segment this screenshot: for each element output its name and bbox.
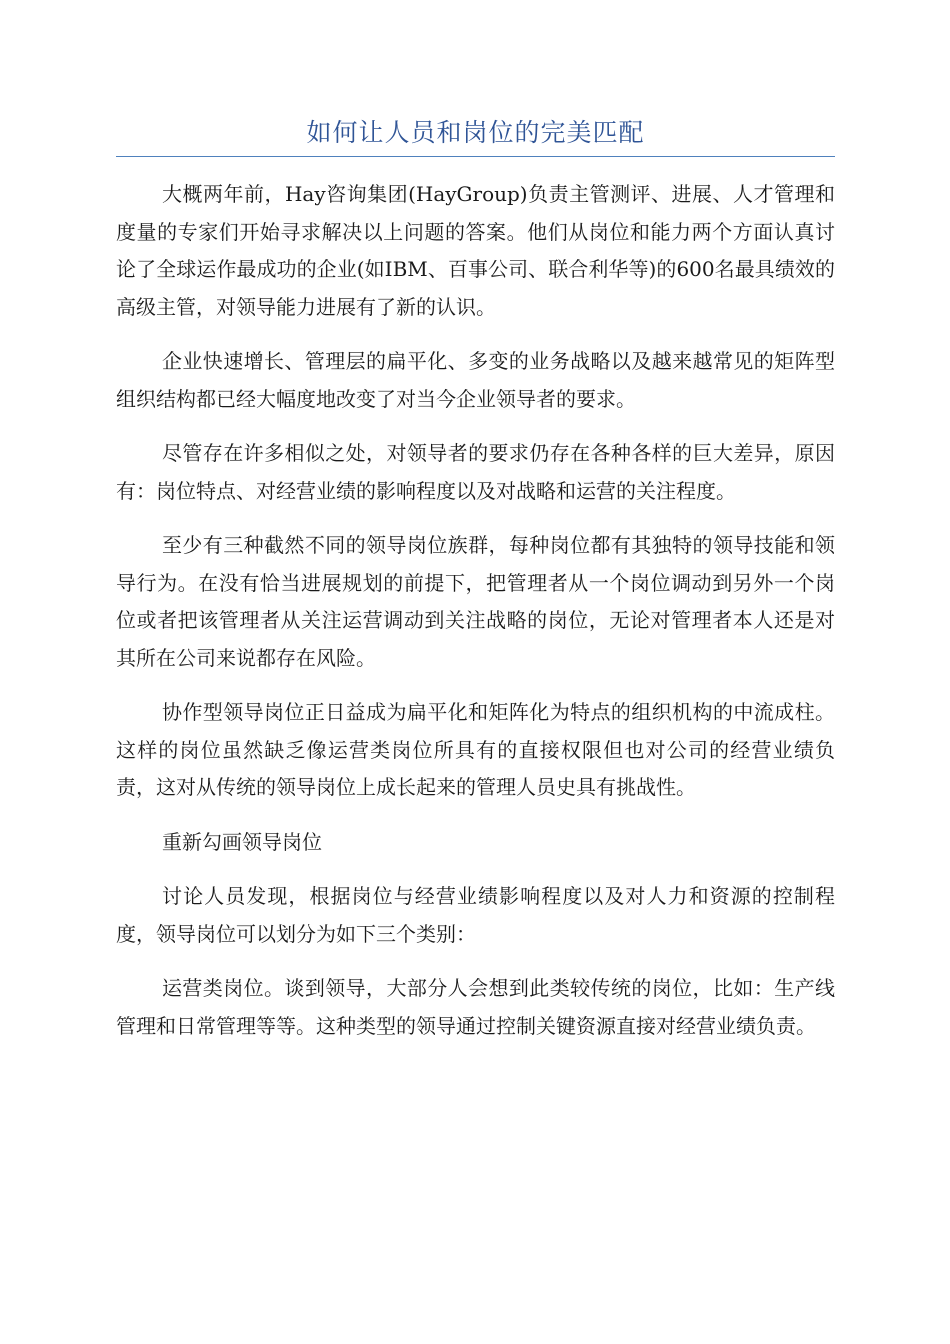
paragraph-4: 至少有三种截然不同的领导岗位族群，每种岗位都有其独特的领导技能和领导行为。在没有恰当进展规划的前提下，把管理者从一个岗位调动到另外一个岗位或者把该管理者从关注运营调动到关注战略的岗位，无论对管理者本人还是对其所在公司来说都存在风险。: [116, 533, 835, 670]
paragraph-1: 大概两年前，Hay咨询集团(HayGroup)负责主管测评、进展、人才管理和度量的专家们开始寻求解决以上问题的答案。他们从岗位和能力两个方面认真讨论了全球运作最成功的企业(如IBM、百事公司、联合利华等)的600名最具绩效的高级主管，对领导能力进展有了新的认识。: [116, 182, 835, 319]
title-block: [116, 112, 835, 157]
paragraph-3: 尽管存在许多相似之处，对领导者的要求仍存在各种各样的巨大差异，原因有：岗位特点、对经营业绩的影响程度以及对战略和运营的关注程度。: [116, 441, 835, 503]
document-body: [116, 176, 835, 1062]
paragraph-7: 讨论人员发现，根据岗位与经营业绩影响程度以及对人力和资源的控制程度，领导岗位可以划分为如下三个类别：: [116, 884, 835, 946]
paragraph-2: 企业快速增长、管理层的扁平化、多变的业务战略以及越来越常见的矩阵型组织结构都已经大幅度地改变了对当今企业领导者的要求。: [116, 349, 835, 411]
paragraph-8: 运营类岗位。谈到领导，大部分人会想到此类较传统的岗位，比如：生产线管理和日常管理等等。这种类型的领导通过控制关键资源直接对经营业绩负责。: [116, 976, 835, 1038]
section-heading: 重新勾画领导岗位: [162, 829, 322, 854]
paragraph-5: 协作型领导岗位正日益成为扁平化和矩阵化为特点的组织机构的中流成柱。这样的岗位虽然缺乏像运营类岗位所具有的直接权限但也对公司的经营业绩负责，这对从传统的领导岗位上成长起来的管理人员史具有挑战性。: [116, 700, 835, 799]
document-title: 如何让人员和岗位的完美匹配: [306, 118, 645, 147]
